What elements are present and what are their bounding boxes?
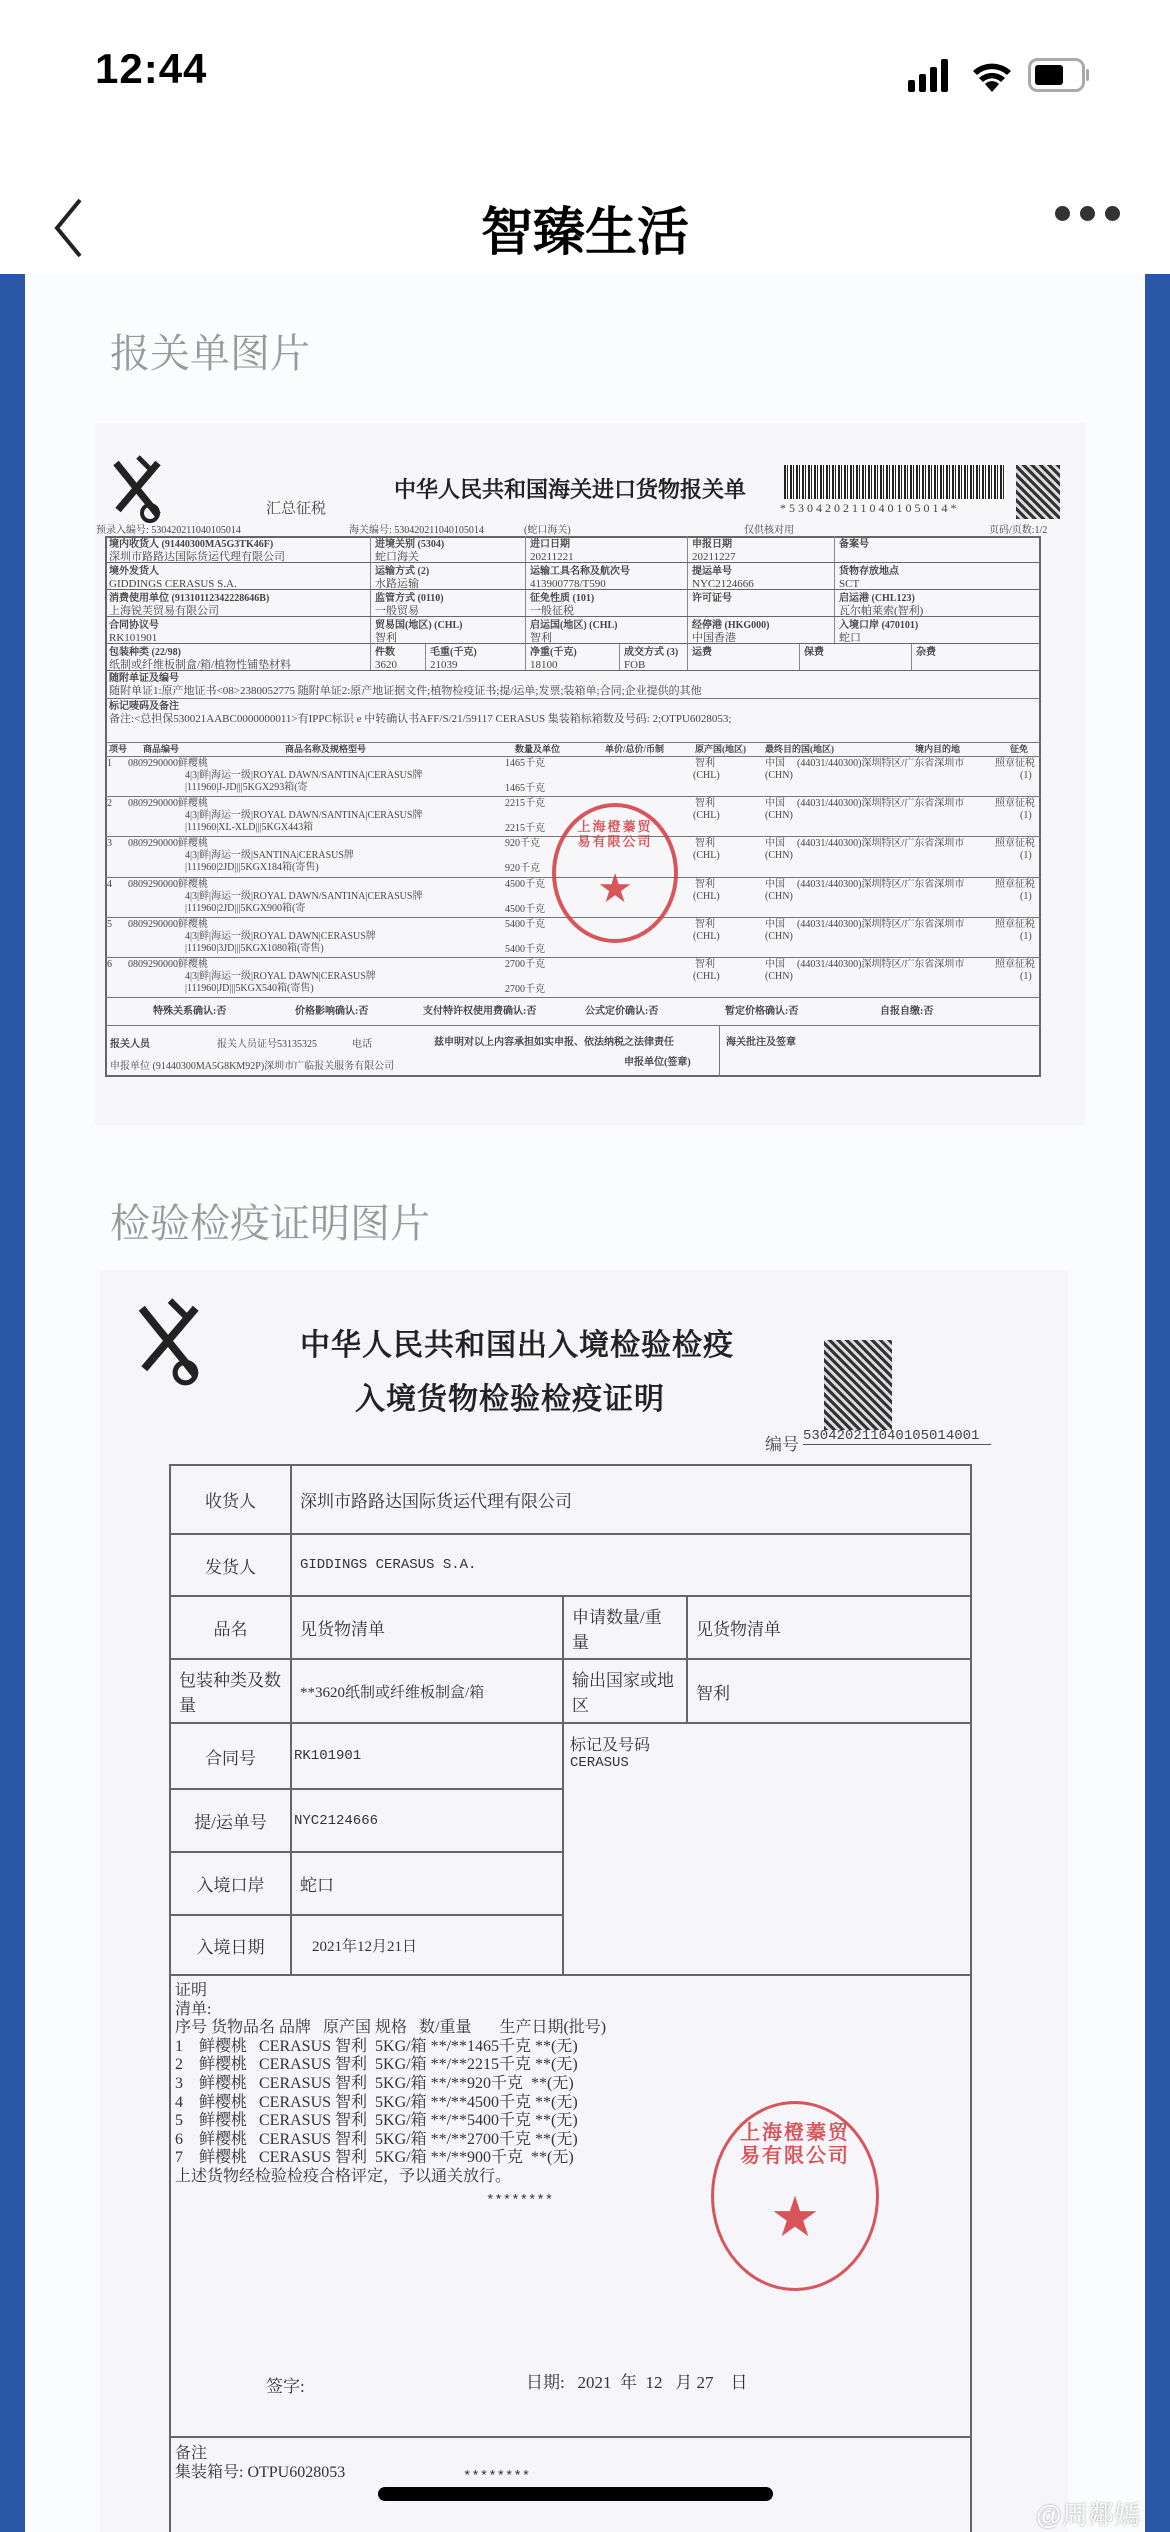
goods-no: 5 <box>107 918 112 930</box>
goods-levy: 照章征税 <box>995 838 1035 850</box>
package-label: 包装种类及数量 <box>171 1660 292 1722</box>
field-label: 境外发货人 <box>109 566 159 577</box>
goods-qty-total: 4500千克 <box>505 903 545 915</box>
attached-documents: 随附单证1:原产地证书<08>2380052775 随附单证2:原产地证据文件;植物检疫证书;提/运单;发票;装箱单;合同;企业提供的其他 <box>109 685 702 697</box>
goods-levy-code: (1) <box>1020 770 1032 781</box>
goods-qty: 920千克 <box>505 838 540 850</box>
qr-code <box>1016 465 1060 519</box>
customs-emblem-icon <box>108 455 168 525</box>
content-frame <box>0 274 1170 2532</box>
goods-list-item: 4 鲜樱桃 CERASUS 智利 5KG/箱 **/**4500千克 **(无) <box>175 2093 578 2111</box>
declaration-cell <box>688 617 835 643</box>
goods-origin-code: (CHL) <box>693 930 720 942</box>
goods-header: 最终目的国(地区) <box>765 744 834 754</box>
declaration-cell <box>835 590 1041 616</box>
field-value: 中国香港 <box>692 632 736 643</box>
goods-spec2: |111960|2JD|||5KGX184箱(寄售) <box>185 862 319 874</box>
goods-spec2: |111960|2JD|||5KGX900箱(寄 <box>185 902 306 914</box>
clock: 12:44 <box>95 45 208 92</box>
goods-no: 3 <box>107 838 112 850</box>
issue-date: 日期: 2021 年 12 月 27 日 <box>526 2373 748 2392</box>
declaration-cell <box>688 644 800 670</box>
inspection-emblem-icon <box>130 1298 210 1388</box>
seal-star-icon: ★ <box>769 2187 821 2250</box>
goods-qty-total: 5400千克 <box>505 943 545 955</box>
field-value: 深圳市路路达国际货运代理有限公司 <box>109 551 285 562</box>
goods-domestic: (44031/440300)深圳特区/广东省深圳市 <box>797 959 965 970</box>
certificate-title-1: 中华人民共和国出入境检验检疫 <box>300 1329 734 1362</box>
declarant-label: 报关人员 <box>110 1039 150 1050</box>
field-value: 20211227 <box>692 551 736 562</box>
goods-domestic: (44031/440300)深圳特区/广东省深圳市 <box>797 758 965 769</box>
goods-spec1: 4|3|鲜|海运一级|ROYAL DAWN|CERASUS牌 <box>185 930 376 942</box>
pre-entry-number: 预录入编号: 530420211040105014 <box>96 525 241 536</box>
field-label: 运费 <box>692 647 712 658</box>
goods-origin-code: (CHL) <box>693 971 720 982</box>
stars-separator-2: ******** <box>463 2469 531 2485</box>
goods-qty: 2215千克 <box>505 798 545 810</box>
document-title: 中华人民共和国海关进口货物报关单 <box>394 477 747 502</box>
field-label: 提运单号 <box>692 566 732 577</box>
declaration-row <box>105 617 1041 644</box>
section-title-customs: 报关单图片 <box>110 332 310 376</box>
declaration-row <box>105 644 1041 671</box>
declaration-cell <box>371 536 526 562</box>
field-label: 包装种类 (22/98) <box>109 647 181 658</box>
goods-spec2: |111960|XL-XLD|||5KGX443箱 <box>185 822 314 834</box>
field-label: 入境口岸 (470101) <box>839 620 919 631</box>
customs-declaration-image[interactable] <box>94 423 1085 1125</box>
goods-row <box>105 757 1041 797</box>
field-label: 经停港 (HKG000) <box>692 620 770 631</box>
goods-qty: 5400千克 <box>505 918 545 930</box>
goods-qty: 2700千克 <box>505 959 545 970</box>
goods-qty: 1465千克 <box>505 758 545 769</box>
marks-row <box>105 699 1041 743</box>
field-label: 消费使用单位 (91310112342228646B) <box>109 593 270 604</box>
goods-list-item: 1 鲜樱桃 CERASUS 智利 5KG/箱 **/**1465千克 **(无) <box>175 2037 578 2055</box>
confirmation-item: 特殊关系确认:否 <box>153 1006 227 1017</box>
certificate-number: 530420211040105014001 <box>803 1428 991 1445</box>
goods-code: 0809290000鲜樱桃 <box>128 758 208 769</box>
field-value: 瓦尔帕莱索(智利) <box>839 605 924 616</box>
goods-levy-code: (1) <box>1020 890 1032 902</box>
declaration-cell <box>371 644 426 670</box>
marks-remarks: 备注:<总担保530021AABC0000000011>有IPPC标识 e 中转确认书AFF/S/21/59117 CERASUS 集装箱标箱数及号码: 2;OTPU6028053; <box>109 713 732 725</box>
field-value: 蛇口海关 <box>375 551 419 562</box>
confirmation-item: 支付特许权使用费确认:否 <box>423 1006 537 1017</box>
goods-levy: 照章征税 <box>995 878 1035 890</box>
field-value: FOB <box>624 659 646 670</box>
goods-code: 0809290000鲜樱桃 <box>128 798 208 810</box>
navigation-bar <box>0 170 1170 274</box>
phone-label: 电话 <box>352 1039 372 1050</box>
field-value: NYC2124666 <box>692 578 754 589</box>
field-value: 一般征税 <box>530 605 574 616</box>
stars-separator: ******** <box>486 2193 554 2209</box>
field-label: 境内收货人 (91440300MA5G3TK46F) <box>109 539 274 550</box>
goods-origin-code: (CHL) <box>693 770 720 781</box>
goods-header-row <box>105 743 1041 757</box>
goods-levy-code: (1) <box>1020 930 1032 942</box>
field-value: 413900778/T590 <box>530 578 606 589</box>
certificate-table <box>169 1464 972 2532</box>
declaration-cell <box>620 644 688 670</box>
declaration-cell <box>688 536 835 562</box>
goods-dest-code: (CHN) <box>765 850 793 862</box>
declaring-unit-seal-label: 申报单位(签章) <box>624 1057 691 1068</box>
goods-origin: 智利 <box>695 918 715 930</box>
cellular-signal-icon <box>908 58 956 92</box>
goods-code: 0809290000鲜樱桃 <box>128 959 208 970</box>
product-label: 品名 <box>171 1597 292 1658</box>
field-label: 毛重(千克) <box>430 647 477 658</box>
declaration-cell <box>526 617 688 643</box>
company-seal <box>711 2101 879 2291</box>
declaration-cell <box>371 563 526 589</box>
attached-documents-row <box>105 671 1041 699</box>
entry-date: 2021年12月21日 <box>312 1938 418 1955</box>
container-number: 集装箱号: OTPU6028053 <box>175 2464 346 2481</box>
declaration-row <box>105 536 1041 563</box>
goods-levy-code: (1) <box>1020 971 1032 982</box>
port-label: 入境口岸 <box>171 1853 292 1914</box>
consignor: GIDDINGS CERASUS S.A. <box>300 1557 477 1573</box>
customs-note-label: 海关批注及签章 <box>726 1037 796 1048</box>
declaration-cell <box>835 563 1041 589</box>
declaration-cell <box>526 536 688 562</box>
field-label: 征免性质 (101) <box>530 593 595 604</box>
remarks-section <box>171 2438 970 2532</box>
goods-list-item: 5 鲜樱桃 CERASUS 智利 5KG/箱 **/**5400千克 **(无) <box>175 2112 578 2130</box>
goods-levy-code: (1) <box>1020 810 1032 822</box>
declaration-row <box>105 590 1041 617</box>
country: 智利 <box>696 1683 730 1703</box>
confirmation-item: 公式定价确认:否 <box>585 1006 659 1017</box>
country-label: 输出国家或地区 <box>564 1660 688 1722</box>
goods-qty-total: 2700千克 <box>505 984 545 995</box>
goods-domestic: (44031/440300)深圳特区/广东省深圳市 <box>797 918 965 930</box>
barcode <box>784 465 1006 499</box>
goods-header: 项号 <box>109 744 128 754</box>
field-value: 智利 <box>375 632 397 643</box>
goods-origin-code: (CHL) <box>693 890 720 902</box>
declaration-cell <box>835 617 1041 643</box>
certificate-title-2: 入境货物检验检疫证明 <box>355 1383 665 1416</box>
declarant-id: 报关人员证号53135325 <box>217 1039 317 1050</box>
goods-header: 原产国(地区) <box>695 744 746 754</box>
goods-code: 0809290000鲜樱桃 <box>128 878 208 890</box>
field-label: 进口日期 <box>530 539 570 550</box>
goods-origin: 智利 <box>695 838 715 850</box>
qr-code <box>824 1340 892 1430</box>
quantity: 见货物清单 <box>696 1620 781 1639</box>
field-value: 18100 <box>530 659 558 670</box>
field-label: 贸易国(地区) (CHL) <box>375 620 463 631</box>
battery-icon <box>1028 58 1090 92</box>
goods-domestic: (44031/440300)深圳特区/广东省深圳市 <box>797 878 965 890</box>
field-label: 监管方式 (0110) <box>375 593 444 604</box>
consignee: 深圳市路路达国际货运代理有限公司 <box>300 1492 572 1511</box>
field-label: 保费 <box>804 647 824 658</box>
consignor-label: 发货人 <box>171 1535 292 1595</box>
remarks-label: 备注 <box>175 2445 208 2462</box>
declaration-cell <box>912 644 1041 670</box>
field-label: 成交方式 (3) <box>624 647 679 658</box>
goods-dest-code: (CHN) <box>765 810 793 822</box>
goods-levy: 照章征税 <box>995 798 1035 810</box>
goods-dest: 中国 <box>765 798 785 810</box>
home-indicator[interactable] <box>378 2487 773 2501</box>
goods-origin-code: (CHL) <box>693 810 720 822</box>
more-options-icon[interactable] <box>1055 206 1120 221</box>
list-header: 序号 货物品名 品牌 原产国 规格 数/重量 生产日期(批号) <box>175 2019 607 2037</box>
goods-origin-code: (CHL) <box>693 850 720 862</box>
goods-qty-total: 920千克 <box>505 863 540 875</box>
seal-star-icon: ★ <box>597 865 633 911</box>
goods-spec1: 4|3|鲜|海运一级|ROYAL DAWN/SANTINA|CERASUS牌 <box>185 890 423 902</box>
certificate-number-label: 编号 <box>765 1435 799 1454</box>
customs-number: 海关编号: 530420211040105014 <box>349 525 484 536</box>
declaration-row <box>105 563 1041 590</box>
field-value: 上海锐芙贸易有限公司 <box>109 605 219 616</box>
goods-spec1: 4|3|鲜|海运一级|ROYAL DAWN|CERASUS牌 <box>185 971 376 982</box>
goods-dest: 中国 <box>765 878 785 890</box>
field-value: 一般贸易 <box>375 605 419 616</box>
field-label: 许可证号 <box>692 593 732 604</box>
bill-number: NYC2124666 <box>294 1812 379 1829</box>
goods-no: 1 <box>107 758 112 769</box>
wifi-icon <box>970 58 1014 92</box>
field-label: 启运港 (CHL123) <box>839 593 915 604</box>
goods-origin: 智利 <box>695 959 715 970</box>
marks-label: 标记及号码 <box>570 1737 651 1754</box>
goods-code: 0809290000鲜樱桃 <box>128 838 208 850</box>
goods-dest: 中国 <box>765 838 785 850</box>
goods-origin: 智利 <box>695 798 715 810</box>
product: 见货物清单 <box>292 1597 564 1658</box>
goods-spec1: 4|3|鲜|海运一级|ROYAL DAWN/SANTINA|CERASUS牌 <box>185 770 423 781</box>
goods-list-item: 3 鲜樱桃 CERASUS 智利 5KG/箱 **/**920千克 **(无) <box>175 2074 574 2092</box>
declaration-cell <box>105 617 371 643</box>
seal-text: 上海橙蓁贸易有限公司 <box>740 2122 850 2168</box>
field-value: 智利 <box>530 632 552 643</box>
field-label: 运输工具名称及航次号 <box>530 566 630 577</box>
signature-label: 签字: <box>266 2377 305 2396</box>
status-bar <box>0 0 1170 170</box>
goods-levy-code: (1) <box>1020 850 1032 862</box>
field-label: 净重(千克) <box>530 647 577 658</box>
customs-office: (蛇口海关) <box>524 525 571 536</box>
goods-spec2: |111960|3JD|||5KGX1080箱(寄售) <box>185 942 324 954</box>
inspection-certificate-image[interactable] <box>100 1270 1068 2532</box>
confirmation-item: 自报自缴:否 <box>880 1006 934 1017</box>
declaration-cell <box>526 563 688 589</box>
goods-dest: 中国 <box>765 918 785 930</box>
field-value: RK101901 <box>109 632 158 643</box>
page-count: 页码/页数:1/2 <box>989 525 1048 536</box>
goods-levy: 照章征税 <box>995 959 1035 970</box>
marks-label: 标记唛码及备注 <box>109 701 179 712</box>
declaration-cell <box>526 644 620 670</box>
field-value: 蛇口 <box>839 632 861 643</box>
field-label: 启运国(地区) (CHL) <box>530 620 618 631</box>
goods-levy: 照章征税 <box>995 758 1035 769</box>
certificate-label: 证明 <box>175 1982 208 1999</box>
goods-spec1: 4|3|鲜|海运一级|ROYAL DAWN/SANTINA|CERASUS牌 <box>185 810 423 822</box>
list-label: 清单: <box>175 2000 212 2018</box>
declaration-cell <box>371 590 526 616</box>
goods-header: 单价/总价/币制 <box>605 744 665 754</box>
confirmation-item: 价格影响确认:否 <box>295 1006 369 1017</box>
field-value: 21039 <box>430 659 458 670</box>
contract-number: RK101901 <box>294 1748 362 1764</box>
field-value: SCT <box>839 578 860 589</box>
declaration-cell <box>371 617 526 643</box>
goods-list-item: 7 鲜樱桃 CERASUS 智利 5KG/箱 **/**900千克 **(无) <box>175 2149 574 2167</box>
declaration-cell <box>105 536 371 562</box>
goods-dest-code: (CHN) <box>765 930 793 942</box>
marks: CERASUS <box>570 1755 629 1771</box>
declaration-cell <box>105 590 371 616</box>
confirmation-item: 暂定价格确认:否 <box>725 1006 799 1017</box>
declaration-cell <box>835 536 1041 562</box>
goods-no: 4 <box>107 878 112 890</box>
goods-no: 2 <box>107 798 112 810</box>
field-label: 申报日期 <box>692 539 732 550</box>
goods-header: 征免 <box>1010 744 1029 754</box>
field-label: 件数 <box>375 647 395 658</box>
entry-date-label: 入境日期 <box>171 1916 292 1974</box>
goods-qty-total: 1465千克 <box>505 783 545 794</box>
goods-dest-code: (CHN) <box>765 971 793 982</box>
declaration-statement: 兹申明对以上内容承担如实申报、依法纳税之法律责任 <box>434 1037 674 1048</box>
goods-dest: 中国 <box>765 959 785 970</box>
section-title-inspection: 检验检疫证明图片 <box>110 1202 430 1246</box>
quantity-label: 申请数量/重量 <box>564 1597 688 1658</box>
goods-header: 境内目的地 <box>915 744 961 754</box>
declaration-cell <box>688 563 835 589</box>
goods-header: 数量及单位 <box>515 744 561 754</box>
field-label: 运输方式 (2) <box>375 566 430 577</box>
field-value: 纸制或纤维板制盒/箱/植物性铺垫材料 <box>109 659 292 670</box>
goods-spec2: |111960|JD|||5KGX540箱(寄售) <box>185 983 314 994</box>
goods-origin: 智利 <box>695 878 715 890</box>
goods-row <box>105 958 1041 998</box>
goods-qty-total: 2215千克 <box>505 823 545 835</box>
field-value: GIDDINGS CERASUS S.A. <box>109 578 237 589</box>
field-label: 进境关别 (5304) <box>375 539 445 550</box>
confirmations-row <box>105 998 1041 1026</box>
goods-origin: 智利 <box>695 758 715 769</box>
certificate-body <box>171 1976 970 2438</box>
goods-spec1: 4|3|鲜|海运一级|SANTINA|CERASUS牌 <box>185 850 354 862</box>
page-title: 智臻生活 <box>480 204 689 262</box>
goods-spec2: |111960|J-JD|||5KGX293箱(寄 <box>185 782 308 793</box>
declaration-cell <box>426 644 526 670</box>
declaration-cell <box>688 590 835 616</box>
consignee-label: 收货人 <box>171 1466 292 1533</box>
field-value: 20211221 <box>530 551 574 562</box>
content-panel[interactable] <box>25 274 1145 2532</box>
field-label: 合同协议号 <box>109 620 159 631</box>
seal-text: 上海橙蓁贸易有限公司 <box>577 819 653 850</box>
declaration-cell <box>800 644 912 670</box>
declaring-unit: 申报单位 (91440300MA5G8KM92P)深圳市广临报关服务有限公司 <box>110 1061 395 1072</box>
goods-domestic: (44031/440300)深圳特区/广东省深圳市 <box>797 798 965 810</box>
divider <box>719 1026 720 1077</box>
goods-dest: 中国 <box>765 758 785 769</box>
field-label: 备案号 <box>839 539 869 550</box>
company-seal <box>552 803 678 943</box>
field-label: 杂费 <box>916 647 936 658</box>
stamp-label: 汇总征税 <box>266 501 327 517</box>
goods-list-item: 2 鲜樱桃 CERASUS 智利 5KG/箱 **/**2215千克 **(无) <box>175 2056 578 2074</box>
attached-documents-label: 随附单证及编号 <box>109 673 179 684</box>
bill-label: 提/运单号 <box>171 1790 292 1851</box>
declaration-cell <box>105 644 371 670</box>
package: **3620纸制或纤维板制盒/箱 <box>292 1660 564 1722</box>
declaration-cell <box>526 590 688 616</box>
goods-dest-code: (CHN) <box>765 770 793 781</box>
field-label: 货物存放地点 <box>839 566 899 577</box>
goods-code: 0809290000鲜樱桃 <box>128 918 208 930</box>
goods-header: 商品名称及规格型号 <box>285 744 367 754</box>
contract-label: 合同号 <box>171 1724 292 1788</box>
field-value: 水路运输 <box>375 578 419 589</box>
for-verification-note: 仅供核对用 <box>744 525 794 536</box>
goods-header: 商品编号 <box>143 744 180 754</box>
goods-dest-code: (CHN) <box>765 890 793 902</box>
goods-domestic: (44031/440300)深圳特区/广东省深圳市 <box>797 838 965 850</box>
barcode-number: *530420211040105014* <box>780 501 960 515</box>
goods-list-item: 6 鲜樱桃 CERASUS 智利 5KG/箱 **/**2700千克 **(无) <box>175 2130 578 2148</box>
entry-port: 蛇口 <box>300 1876 334 1895</box>
declaration-cell <box>105 563 371 589</box>
goods-qty: 4500千克 <box>505 878 545 890</box>
watermark: @周鄰嫣 <box>1035 2500 1140 2530</box>
field-value: 3620 <box>375 659 397 670</box>
goods-no: 6 <box>107 959 112 970</box>
goods-levy: 照章征税 <box>995 918 1035 930</box>
conclusion: 上述货物经检验检疫合格评定，予以通关放行。 <box>175 2167 512 2185</box>
